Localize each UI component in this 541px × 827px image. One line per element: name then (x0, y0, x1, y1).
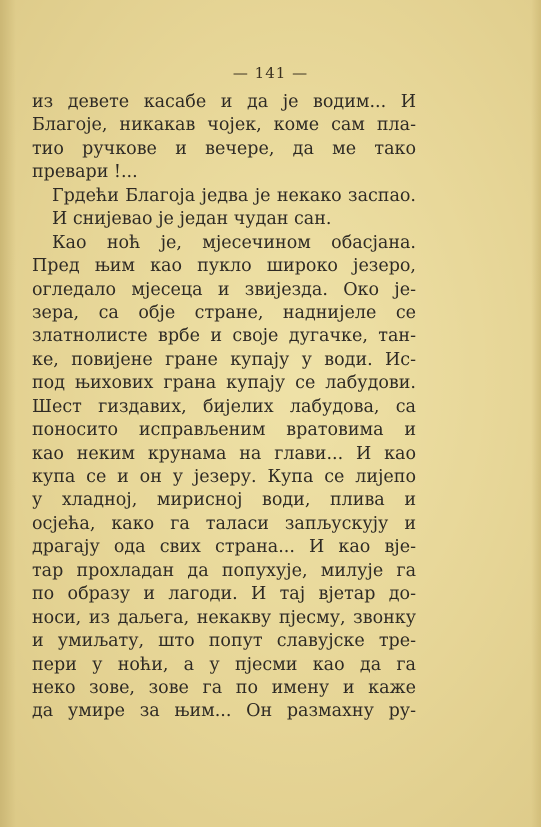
text-line: и умиљату, што попут славујске тре- (32, 631, 416, 652)
text-line: Пред њим као пукло широко језеро, (32, 256, 416, 277)
text-line: Шест гиздавих, бијелих лабудова, са (32, 396, 416, 417)
text-line: зера, са обје стране, наднијеле се (32, 302, 416, 323)
text-line: поносито исправљеним вратовима и (32, 420, 416, 441)
body-text (32, 91, 416, 724)
text-line: као неким крунама на глави... И као (32, 443, 416, 464)
text-line: неко зове, зове га по имену и каже (32, 677, 416, 698)
text-line: Као ноћ је, мјесечином обасјана. (52, 232, 416, 253)
text-line: осјећа, како га таласи запљускују и (32, 513, 416, 534)
text-line: купа се и он у језеру. Купа се лијепо (32, 467, 416, 487)
page-number: — 141 — (232, 64, 309, 82)
text-line: пери у ноћи, а у пјесми као да га (32, 654, 416, 675)
text-line: Благоје, никакав чојек, коме сам пла- (32, 115, 416, 136)
text-line: носи, из даљега, некакву пјесму, звонку (32, 607, 416, 628)
text-line: под њихових грана купају се лабудови. (32, 373, 416, 394)
text-line: по образу и лагоди. И тај вјетар до- (32, 584, 416, 605)
text-line: у хладној, мирисној води, плива и (32, 490, 416, 511)
text-line: да умире за њим... Он размахну ру- (32, 701, 416, 722)
text-line: тар прохладан да попухује, милује га (32, 560, 416, 581)
text-line: златнолисте врбе и своје дугачке, тан- (32, 326, 416, 347)
text-line: И снијевао је један чудан сан. (52, 209, 332, 230)
text-line: из девете касабе и да је водим... И (32, 92, 416, 112)
text-line: ке, повијене гране купају у води. Ис- (32, 349, 416, 370)
text-line: Грдећи Благоја једва је некако заспао. (52, 185, 416, 206)
text-line: тио ручкове и вечере, да ме тако (32, 138, 416, 159)
text-line: драгају ода свих страна... И као вје- (32, 537, 416, 558)
text-line: превари !... (32, 162, 138, 183)
text-line: огледало мјесеца и звијезда. Око је- (32, 279, 416, 300)
